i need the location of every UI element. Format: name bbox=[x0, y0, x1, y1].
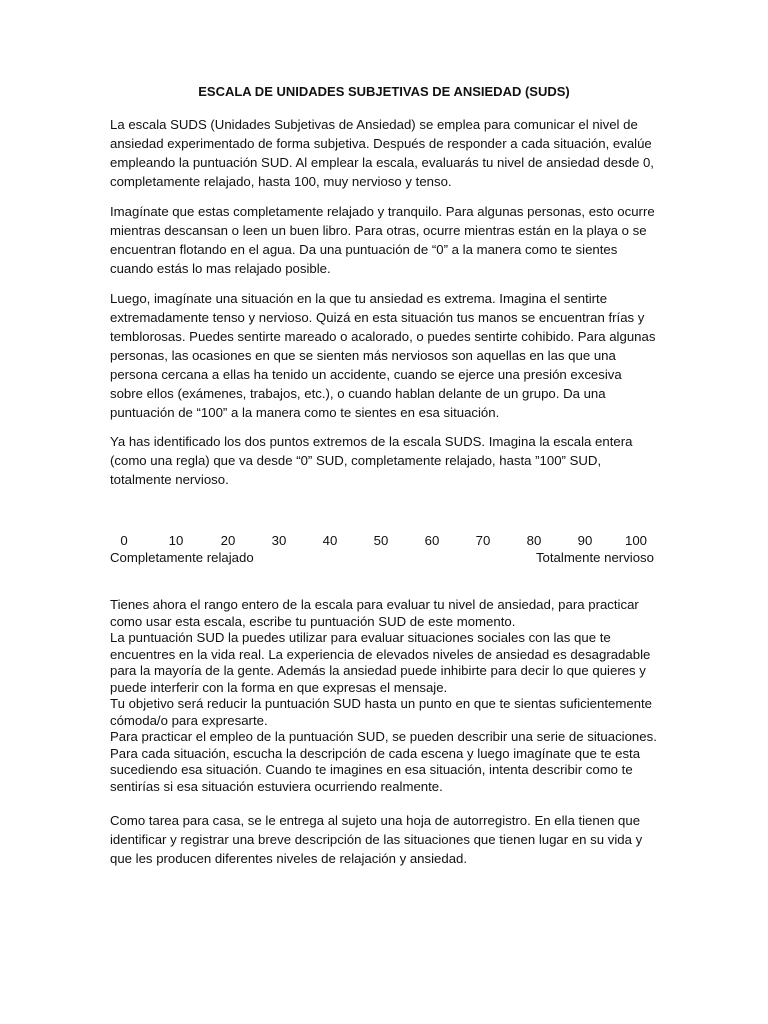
paragraph-intro: La escala SUDS (Unidades Subjetivas de Ansiedad) se emplea para comunicar el nivel de ansiedad experimentado de forma subjetiva. Después de responder a cada situación, evalúe empleando la puntuación SUD. Al emplear la escala, evaluarás tu nivel de ansiedad desde 0, completamente relajado, hasta 100, muy nervioso y tenso. bbox=[110, 117, 654, 189]
paragraph-extreme: Luego, imagínate una situación en la que tu ansiedad es extrema. Imagina el sentirte extremadamente tenso y nervioso. Quizá en esta situación tus manos se encuentran frías y temblorosas. Puedes sentirte mareado o acalorado, o puedes sentirte cohibido. Para algunas personas, las ocasiones en que se sienten más nerviosos son aquellas en las que una persona cercana a ellas ha tenido un accidente, cuando se ejerce una presión excesiva sobre ellos (exámenes, trabajos, etc.), o cuando hablan delante de un grupo. Da una puntuación de “100” a la manera como te sientes en esa situación. bbox=[110, 291, 656, 420]
text-line: cómoda/o para expresarte. bbox=[110, 712, 268, 728]
scale-label-relaxed: Completamente relajado bbox=[110, 550, 254, 565]
text-line: Como tarea para casa, se le entrega al sujeto una hoja de autorregistro. En ella tienen que bbox=[110, 813, 641, 828]
scale-tick: 50 bbox=[373, 533, 389, 548]
text-line: como usar esta escala, escribe tu puntuación SUD de este momento. bbox=[110, 613, 516, 629]
scale-tick: 20 bbox=[220, 533, 236, 548]
text-line: encuentres en la vida real. La experiencia de elevados niveles de ansiedad es desagradable bbox=[110, 646, 651, 662]
document-title: ESCALA DE UNIDADES SUBJETIVAS DE ANSIEDAD (SUDS) bbox=[198, 84, 570, 99]
text-line: Tienes ahora el rango entero de la escala para evaluar tu nivel de ansiedad, para practicar bbox=[110, 597, 639, 612]
scale-tick: 60 bbox=[424, 533, 440, 548]
suds-scale bbox=[110, 533, 658, 573]
scale-label-nervous: Totalmente nervioso bbox=[535, 550, 654, 565]
text-line: sentirías si esa situación estuviera ocurriendo realmente. bbox=[110, 778, 443, 794]
text-line: Para practicar el empleo de la puntuación SUD, se pueden describir una serie de situaciones. bbox=[110, 729, 657, 744]
scale-tick: 70 bbox=[475, 533, 491, 548]
text-line: La puntuación SUD la puedes utilizar para evaluar situaciones sociales con las que te bbox=[110, 630, 611, 645]
text-line: para la mayoría de la gente. Además la ansiedad puede inhibirte para decir lo que quieres y bbox=[110, 663, 646, 678]
text-line: que les producen diferentes niveles de relajación y ansiedad. bbox=[110, 851, 468, 866]
paragraph-homework bbox=[110, 811, 658, 868]
paragraph-extremes-identified: Ya has identificado los dos puntos extremos de la escala SUDS. Imagina la escala entera (como una regla) que va desde “0” SUD, completamente relajado, hasta ”100” SUD, totalmente nervioso. bbox=[110, 434, 633, 487]
text-line: Para cada situación, escucha la descripción de cada escena y luego imagínate que te esta bbox=[110, 745, 641, 761]
text-line: identificar y registrar una breve descripción de las situaciones que tienen lugar en su vida y bbox=[110, 832, 643, 847]
scale-tick: 30 bbox=[271, 533, 287, 548]
scale-tick: 80 bbox=[526, 533, 542, 548]
scale-tick: 0 bbox=[120, 533, 128, 548]
scale-tick: 10 bbox=[168, 533, 184, 548]
paragraph-practice bbox=[110, 597, 658, 795]
text-line: Tu objetivo será reducir la puntuación SUD hasta un punto en que te sientas suficientemente bbox=[110, 696, 652, 711]
scale-tick: 90 bbox=[577, 533, 593, 548]
text-line: puede interferir con la forma en que expresas el mensaje. bbox=[110, 679, 448, 695]
scale-tick: 40 bbox=[322, 533, 338, 548]
scale-tick: 100 bbox=[624, 533, 648, 548]
text-line: sucediendo esa situación. Cuando te imagines en esa situación, intenta describir como te bbox=[110, 762, 633, 777]
paragraph-relaxed: Imagínate que estas completamente relajado y tranquilo. Para algunas personas, esto ocurre mientras descansan o leen un buen libro. Para otras, ocurre mientras están en la playa o se encuentran flotando en el agua. Da una puntuación de “0” a la manera como te sientes cuando estás lo mas relajado posible. bbox=[110, 204, 655, 276]
